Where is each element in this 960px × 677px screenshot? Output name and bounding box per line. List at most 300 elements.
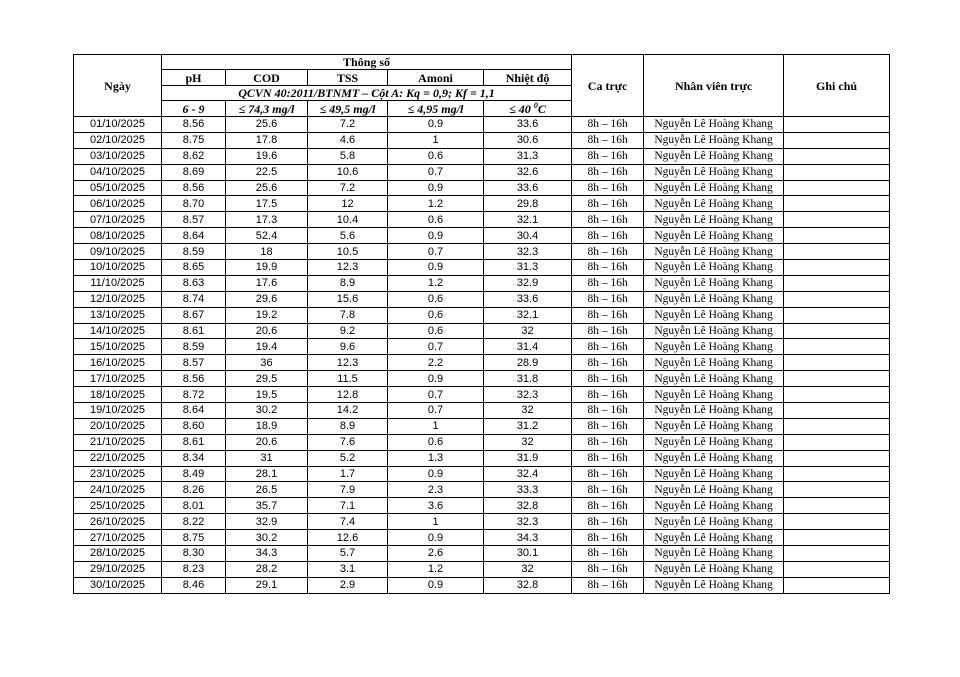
cell-staff: Nguyễn Lê Hoàng Khang [644,355,784,371]
cell-tss: 15.6 [308,291,388,307]
cell-ph: 8.22 [162,514,226,530]
table-row [74,228,890,244]
cell-tss: 8.9 [308,418,388,434]
table-row [74,577,890,593]
cell-shift: 8h – 16h [572,530,644,546]
table-row [74,148,890,164]
cell-shift: 8h – 16h [572,148,644,164]
cell-temp: 31.3 [484,260,572,276]
cell-shift: 8h – 16h [572,117,644,133]
cell-cod: 19.5 [226,387,308,403]
cell-staff: Nguyễn Lê Hoàng Khang [644,148,784,164]
cell-temp: 32.4 [484,466,572,482]
cell-amoni: 0.7 [388,339,484,355]
cell-ph: 8.75 [162,530,226,546]
header-staff: Nhân viên trực [644,55,784,117]
cell-staff: Nguyễn Lê Hoàng Khang [644,228,784,244]
header-param-ph: pH [162,70,226,86]
cell-staff: Nguyễn Lê Hoàng Khang [644,450,784,466]
cell-amoni: 2.2 [388,355,484,371]
cell-ph: 8.67 [162,307,226,323]
cell-ph: 8.69 [162,164,226,180]
cell-shift: 8h – 16h [572,561,644,577]
cell-cod: 29.5 [226,371,308,387]
cell-note [784,514,890,530]
cell-tss: 5.8 [308,148,388,164]
cell-cod: 52.4 [226,228,308,244]
cell-temp: 32.8 [484,577,572,593]
cell-note [784,196,890,212]
cell-cod: 34.3 [226,546,308,562]
cell-amoni: 1.2 [388,561,484,577]
cell-note [784,530,890,546]
cell-amoni: 0.7 [388,403,484,419]
cell-amoni: 0.9 [388,530,484,546]
cell-note [784,323,890,339]
cell-shift: 8h – 16h [572,339,644,355]
header-param-cod: COD [226,70,308,86]
cell-ph: 8.72 [162,387,226,403]
cell-date: 26/10/2025 [74,514,162,530]
cell-shift: 8h – 16h [572,498,644,514]
cell-temp: 31.4 [484,339,572,355]
cell-temp: 33.6 [484,180,572,196]
cell-temp: 32.3 [484,244,572,260]
cell-shift: 8h – 16h [572,514,644,530]
cell-ph: 8.56 [162,180,226,196]
cell-ph: 8.49 [162,466,226,482]
cell-date: 15/10/2025 [74,339,162,355]
cell-ph: 8.46 [162,577,226,593]
cell-ph: 8.65 [162,260,226,276]
cell-note [784,418,890,434]
table-row [74,466,890,482]
table-row [74,450,890,466]
cell-tss: 5.2 [308,450,388,466]
cell-amoni: 0.7 [388,244,484,260]
cell-temp: 32.1 [484,307,572,323]
table-row [74,387,890,403]
cell-date: 01/10/2025 [74,117,162,133]
cell-temp: 31.9 [484,450,572,466]
cell-cod: 31 [226,450,308,466]
cell-tss: 7.6 [308,434,388,450]
cell-shift: 8h – 16h [572,291,644,307]
cell-note [784,387,890,403]
table-row [74,260,890,276]
cell-shift: 8h – 16h [572,546,644,562]
cell-shift: 8h – 16h [572,132,644,148]
cell-tss: 12.6 [308,530,388,546]
cell-shift: 8h – 16h [572,355,644,371]
cell-cod: 26.5 [226,482,308,498]
cell-amoni: 0.6 [388,291,484,307]
cell-tss: 9.6 [308,339,388,355]
cell-temp: 30.1 [484,546,572,562]
cell-date: 06/10/2025 [74,196,162,212]
cell-ph: 8.26 [162,482,226,498]
cell-amoni: 0.9 [388,466,484,482]
cell-staff: Nguyễn Lê Hoàng Khang [644,164,784,180]
cell-shift: 8h – 16h [572,212,644,228]
cell-amoni: 2.6 [388,546,484,562]
cell-tss: 7.1 [308,498,388,514]
cell-cod: 18.9 [226,418,308,434]
header-param-tss: TSS [308,70,388,86]
cell-staff: Nguyễn Lê Hoàng Khang [644,196,784,212]
cell-ph: 8.56 [162,117,226,133]
cell-amoni: 1.2 [388,196,484,212]
cell-shift: 8h – 16h [572,387,644,403]
cell-note [784,546,890,562]
cell-amoni: 0.9 [388,180,484,196]
cell-date: 25/10/2025 [74,498,162,514]
cell-note [784,260,890,276]
cell-staff: Nguyễn Lê Hoàng Khang [644,561,784,577]
cell-cod: 19.6 [226,148,308,164]
cell-tss: 14.2 [308,403,388,419]
cell-note [784,244,890,260]
table-row [74,275,890,291]
table-row [74,180,890,196]
cell-amoni: 0.6 [388,434,484,450]
cell-cod: 28.2 [226,561,308,577]
cell-cod: 17.5 [226,196,308,212]
cell-temp: 32 [484,434,572,450]
cell-staff: Nguyễn Lê Hoàng Khang [644,244,784,260]
cell-date: 30/10/2025 [74,577,162,593]
cell-tss: 7.9 [308,482,388,498]
table-row [74,196,890,212]
limit-temp-unit: C [537,101,546,116]
cell-cod: 19.4 [226,339,308,355]
cell-tss: 12.8 [308,387,388,403]
cell-temp: 32.9 [484,275,572,291]
cell-staff: Nguyễn Lê Hoàng Khang [644,117,784,133]
header-param-temp: Nhiệt độ [484,70,572,86]
cell-ph: 8.64 [162,228,226,244]
header-shift: Ca trực [572,55,644,117]
cell-date: 19/10/2025 [74,403,162,419]
cell-ph: 8.61 [162,434,226,450]
cell-tss: 1.7 [308,466,388,482]
table-row [74,132,890,148]
header-standard: QCVN 40:2011/BTNMT – Cột A: Kq = 0,9; Kf = 1,1 [162,86,572,101]
cell-note [784,307,890,323]
cell-cod: 19.9 [226,260,308,276]
cell-tss: 7.2 [308,180,388,196]
cell-cod: 17.3 [226,212,308,228]
table-row [74,403,890,419]
cell-note [784,275,890,291]
cell-date: 10/10/2025 [74,260,162,276]
cell-staff: Nguyễn Lê Hoàng Khang [644,466,784,482]
cell-cod: 30.2 [226,530,308,546]
limit-cod: ≤ 74,3 mg/l [226,101,308,117]
cell-ph: 8.64 [162,403,226,419]
cell-shift: 8h – 16h [572,260,644,276]
cell-ph: 8.34 [162,450,226,466]
cell-shift: 8h – 16h [572,403,644,419]
cell-temp: 33.6 [484,117,572,133]
cell-staff: Nguyễn Lê Hoàng Khang [644,434,784,450]
cell-note [784,577,890,593]
cell-cod: 22.5 [226,164,308,180]
cell-date: 09/10/2025 [74,244,162,260]
cell-date: 24/10/2025 [74,482,162,498]
cell-note [784,355,890,371]
cell-shift: 8h – 16h [572,434,644,450]
cell-shift: 8h – 16h [572,371,644,387]
cell-shift: 8h – 16h [572,307,644,323]
cell-staff: Nguyễn Lê Hoàng Khang [644,546,784,562]
cell-tss: 11.5 [308,371,388,387]
cell-amoni: 0.9 [388,260,484,276]
table-row [74,482,890,498]
cell-shift: 8h – 16h [572,450,644,466]
cell-tss: 3.1 [308,561,388,577]
cell-note [784,403,890,419]
cell-temp: 28.9 [484,355,572,371]
cell-tss: 10.6 [308,164,388,180]
cell-date: 18/10/2025 [74,387,162,403]
cell-temp: 31.8 [484,371,572,387]
cell-note [784,498,890,514]
cell-amoni: 3.6 [388,498,484,514]
cell-date: 22/10/2025 [74,450,162,466]
limit-temp-degree: 0 [533,100,538,110]
cell-ph: 8.57 [162,355,226,371]
cell-cod: 18 [226,244,308,260]
cell-note [784,450,890,466]
table-row [74,117,890,133]
cell-staff: Nguyễn Lê Hoàng Khang [644,403,784,419]
cell-shift: 8h – 16h [572,323,644,339]
cell-staff: Nguyễn Lê Hoàng Khang [644,323,784,339]
header-params-group: Thông số [162,55,572,70]
table-row [74,355,890,371]
cell-date: 12/10/2025 [74,291,162,307]
cell-date: 13/10/2025 [74,307,162,323]
cell-amoni: 1.2 [388,275,484,291]
cell-ph: 8.57 [162,212,226,228]
cell-staff: Nguyễn Lê Hoàng Khang [644,577,784,593]
cell-staff: Nguyễn Lê Hoàng Khang [644,387,784,403]
header-param-amoni: Amoni [388,70,484,86]
cell-amoni: 0.9 [388,577,484,593]
cell-amoni: 0.9 [388,371,484,387]
cell-amoni: 0.9 [388,117,484,133]
table-row [74,244,890,260]
table-row [74,546,890,562]
limit-amoni: ≤ 4,95 mg/l [388,101,484,117]
table-row [74,530,890,546]
cell-amoni: 0.6 [388,148,484,164]
cell-note [784,132,890,148]
cell-amoni: 0.6 [388,212,484,228]
cell-ph: 8.23 [162,561,226,577]
table-header [74,55,890,117]
table-body [74,117,890,594]
cell-tss: 10.4 [308,212,388,228]
cell-cod: 36 [226,355,308,371]
cell-tss: 12.3 [308,355,388,371]
cell-tss: 8.9 [308,275,388,291]
cell-cod: 20.6 [226,323,308,339]
cell-date: 16/10/2025 [74,355,162,371]
table-row [74,561,890,577]
cell-staff: Nguyễn Lê Hoàng Khang [644,275,784,291]
cell-shift: 8h – 16h [572,418,644,434]
cell-temp: 33.3 [484,482,572,498]
table-row [74,371,890,387]
cell-cod: 28.1 [226,466,308,482]
cell-amoni: 0.6 [388,323,484,339]
cell-cod: 25.6 [226,117,308,133]
cell-staff: Nguyễn Lê Hoàng Khang [644,180,784,196]
cell-shift: 8h – 16h [572,275,644,291]
cell-tss: 9.2 [308,323,388,339]
limit-ph: 6 - 9 [162,101,226,117]
cell-amoni: 1 [388,514,484,530]
cell-ph: 8.75 [162,132,226,148]
cell-shift: 8h – 16h [572,164,644,180]
cell-ph: 8.63 [162,275,226,291]
cell-temp: 32 [484,323,572,339]
cell-staff: Nguyễn Lê Hoàng Khang [644,339,784,355]
cell-note [784,466,890,482]
cell-amoni: 1.3 [388,450,484,466]
cell-staff: Nguyễn Lê Hoàng Khang [644,482,784,498]
cell-ph: 8.74 [162,291,226,307]
cell-date: 23/10/2025 [74,466,162,482]
cell-date: 07/10/2025 [74,212,162,228]
cell-temp: 32.3 [484,387,572,403]
cell-temp: 32.3 [484,514,572,530]
cell-date: 11/10/2025 [74,275,162,291]
cell-staff: Nguyễn Lê Hoàng Khang [644,212,784,228]
table-row [74,514,890,530]
cell-date: 04/10/2025 [74,164,162,180]
table-row [74,498,890,514]
cell-cod: 17.8 [226,132,308,148]
cell-note [784,164,890,180]
cell-temp: 30.4 [484,228,572,244]
cell-date: 08/10/2025 [74,228,162,244]
cell-ph: 8.56 [162,371,226,387]
cell-ph: 8.61 [162,323,226,339]
cell-temp: 31.2 [484,418,572,434]
cell-cod: 25.6 [226,180,308,196]
cell-note [784,148,890,164]
cell-temp: 33.6 [484,291,572,307]
cell-cod: 20.6 [226,434,308,450]
cell-tss: 7.2 [308,117,388,133]
cell-cod: 32.9 [226,514,308,530]
table-row [74,418,890,434]
cell-temp: 32.6 [484,164,572,180]
cell-amoni: 0.9 [388,228,484,244]
cell-ph: 8.59 [162,244,226,260]
cell-ph: 8.30 [162,546,226,562]
cell-temp: 34.3 [484,530,572,546]
cell-note [784,371,890,387]
cell-amoni: 1 [388,418,484,434]
cell-note [784,434,890,450]
cell-date: 27/10/2025 [74,530,162,546]
cell-tss: 5.7 [308,546,388,562]
cell-date: 28/10/2025 [74,546,162,562]
cell-amoni: 2.3 [388,482,484,498]
cell-tss: 12.3 [308,260,388,276]
cell-tss: 4.6 [308,132,388,148]
cell-note [784,117,890,133]
cell-shift: 8h – 16h [572,228,644,244]
cell-temp: 32 [484,403,572,419]
table-row [74,307,890,323]
cell-date: 17/10/2025 [74,371,162,387]
cell-temp: 32.8 [484,498,572,514]
cell-date: 03/10/2025 [74,148,162,164]
table-row [74,212,890,228]
limit-tss: ≤ 49,5 mg/l [308,101,388,117]
cell-staff: Nguyễn Lê Hoàng Khang [644,260,784,276]
cell-date: 21/10/2025 [74,434,162,450]
cell-tss: 7.4 [308,514,388,530]
cell-cod: 29.6 [226,291,308,307]
cell-staff: Nguyễn Lê Hoàng Khang [644,418,784,434]
cell-temp: 32 [484,561,572,577]
cell-tss: 7.8 [308,307,388,323]
cell-tss: 2.9 [308,577,388,593]
cell-temp: 31.3 [484,148,572,164]
cell-staff: Nguyễn Lê Hoàng Khang [644,371,784,387]
header-note: Ghi chú [784,55,890,117]
table-row [74,434,890,450]
cell-temp: 30.6 [484,132,572,148]
cell-note [784,291,890,307]
cell-date: 14/10/2025 [74,323,162,339]
cell-ph: 8.62 [162,148,226,164]
limit-temp [484,101,572,117]
cell-note [784,339,890,355]
cell-amoni: 0.7 [388,164,484,180]
cell-date: 20/10/2025 [74,418,162,434]
cell-staff: Nguyễn Lê Hoàng Khang [644,514,784,530]
cell-shift: 8h – 16h [572,466,644,482]
cell-cod: 19.2 [226,307,308,323]
cell-date: 02/10/2025 [74,132,162,148]
cell-tss: 5.6 [308,228,388,244]
table-row [74,291,890,307]
cell-ph: 8.60 [162,418,226,434]
cell-staff: Nguyễn Lê Hoàng Khang [644,307,784,323]
limit-temp-value: ≤ 40 [509,101,534,116]
cell-tss: 12 [308,196,388,212]
cell-note [784,561,890,577]
cell-amoni: 0.7 [388,387,484,403]
cell-shift: 8h – 16h [572,180,644,196]
cell-note [784,180,890,196]
table-row [74,339,890,355]
cell-cod: 35.7 [226,498,308,514]
cell-note [784,212,890,228]
header-date: Ngày [74,55,162,117]
cell-ph: 8.59 [162,339,226,355]
cell-staff: Nguyễn Lê Hoàng Khang [644,498,784,514]
cell-ph: 8.01 [162,498,226,514]
cell-note [784,482,890,498]
